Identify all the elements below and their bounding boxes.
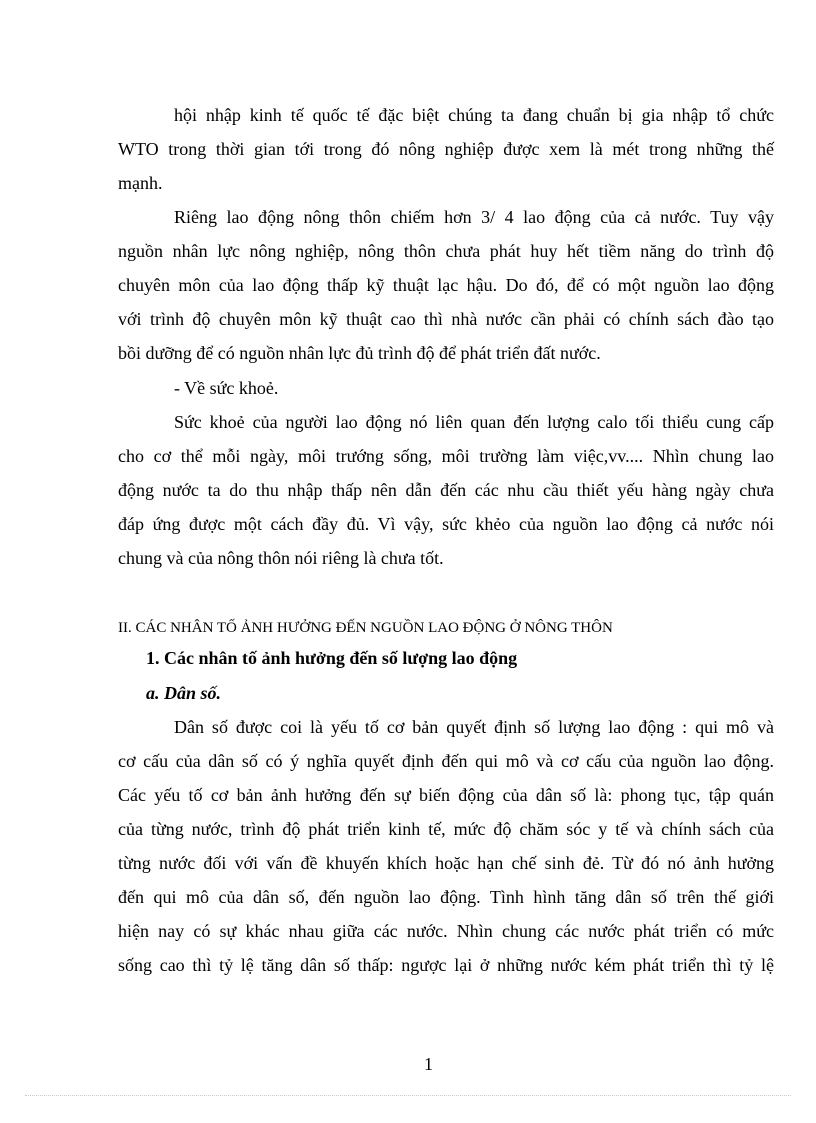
paragraph-line: cơ cấu của dân số có ý nghĩa quyết định đến qui mô và cơ cấu của nguồn lao động. (118, 751, 774, 771)
paragraph-line: của từng nước, trình độ phát triển kinh tế, mức độ chăm sóc y tế và chính sách của (118, 819, 774, 839)
sub-subsection-heading: a. Dân số. (146, 683, 222, 703)
paragraph-line: với trình độ chuyên môn kỹ thuật cao thì nhà nước cần phải có chính sách đào tạo (118, 309, 774, 329)
health-list-item: - Về sức khoẻ. (174, 378, 279, 398)
paragraph-line: Sức khoẻ của người lao động nó liên quan đến lượng calo tối thiểu cung cấp (174, 412, 774, 432)
paragraph-line: từng nước đối với vấn đề khuyến khích hoặc hạn chế sinh đẻ. Từ đó nó ảnh hưởng (118, 853, 774, 873)
paragraph-line: Các yếu tố cơ bản ảnh hưởng đến sự biến động của dân số là: phong tục, tập quán (118, 785, 774, 805)
paragraph-line: Riêng lao động nông thôn chiếm hơn 3/ 4 lao động của cả nước. Tuy vậy (174, 207, 774, 227)
paragraph-line: bồi dưỡng để có nguồn nhân lực đủ trình độ để phát triển đất nước. (118, 343, 601, 363)
paragraph-line: chung và của nông thôn nói riêng là chưa tốt. (118, 548, 444, 568)
subsection-heading: 1. Các nhân tố ảnh hưởng đến số lượng lao động (146, 648, 518, 668)
paragraph-line: WTO trong thời gian tới trong đó nông nghiệp được xem là mét trong những thế (118, 139, 774, 159)
footer-divider (25, 1095, 791, 1096)
section-heading: II. CÁC NHÂN TỐ ẢNH HƯỞNG ĐẾN NGUỒN LAO ĐỘNG Ở NÔNG THÔN (118, 620, 613, 636)
paragraph-line: sống cao thì tỷ lệ tăng dân số thấp: ngược lại ở những nước kém phát triển thì tỷ lệ (118, 955, 774, 975)
paragraph-line: động nước ta do thu nhập thấp nên dẫn đến các nhu cầu thiết yếu hàng ngày chưa (118, 480, 774, 500)
paragraph-line: đáp ứng được một cách đầy đủ. Vì vậy, sức khẻo của nguồn lao động cả nước nói (118, 514, 774, 534)
page-number: 1 (424, 1054, 433, 1074)
paragraph-line: đến qui mô của dân số, đến nguồn lao động. Tình hình tăng dân số trên thế giới (118, 887, 774, 907)
paragraph-line: chuyên môn của lao động thấp kỹ thuật lạc hậu. Do đó, để có một nguồn lao động (118, 275, 774, 295)
paragraph-line: Dân số được coi là yếu tố cơ bản quyết định số lượng lao động : qui mô và (174, 717, 774, 737)
paragraph-line: cho cơ thể mỗi ngày, môi trướng sống, môi trường làm việc,vv.... Nhìn chung lao (118, 446, 774, 466)
paragraph-line: hiện nay có sự khác nhau giữa các nước. Nhìn chung các nước phát triển có mức (118, 921, 774, 941)
paragraph-line: nguồn nhân lực nông nghiệp, nông thôn chưa phát huy hết tiềm năng do trình độ (118, 241, 774, 261)
paragraph-line: hội nhập kinh tế quốc tế đặc biệt chúng ta đang chuẩn bị gia nhập tổ chức (174, 105, 774, 125)
paragraph-line: mạnh. (118, 173, 163, 193)
